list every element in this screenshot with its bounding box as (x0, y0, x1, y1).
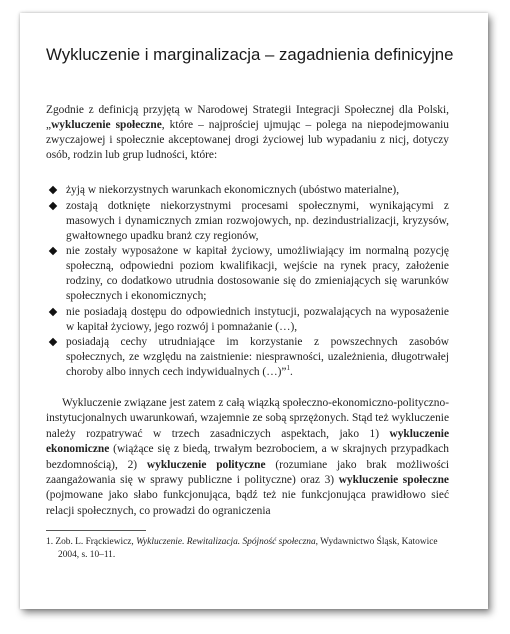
list-item-text: posiadają cechy utrudniające im korzystanie z powszechnych zasobów społecznych, ze względu na zaistnienie: niesprawności, uzależnienia, długotrwałej choroby albo innych cech indywidualnych (…)” (66, 336, 449, 378)
diamond-bullet-icon (49, 201, 57, 209)
intro-text-start: Zgodnie z definicją przyjętą w Narodowej Strategii Integracji Społecznej dla Polski, „ (46, 104, 449, 131)
footnote-book-title: Wykluczenie. Rewitalizacja. Spójność społeczna (136, 537, 316, 548)
footnote-reference[interactable]: 1 (286, 364, 290, 373)
section-heading: Wykluczenie i marginalizacja – zagadnienia definicyjne (46, 45, 454, 64)
list-item-text: nie zostały wyposażone w kapitał życiowy, umożliwiający im normalną pozycję społeczną, odpowiedni poziom kwalifikacji, wejście na rynek pracy, założenie rodziny, co dodatkowo utrudnia dostosowanie się do zmieniających się warunków społecznych i ekonomicznych; (66, 245, 449, 302)
footnote-divider (46, 530, 146, 531)
intro-term: wykluczenie społeczne (51, 119, 162, 131)
list-item-text: zostają dotknięte niekorzystnymi procesami społecznymi, wynikającymi z masowych i dynamicznych zmian rozwojowych, np. dezindustrializacji, kryzysów, gwałtownego upadku branż czy regionów, (66, 199, 449, 242)
list-item-text: żyją w niekorzystnych warunkach ekonomicznych (ubóstwo materialne), (66, 184, 400, 196)
diamond-bullet-icon (49, 247, 57, 255)
footnote-prefix: 1. Zob. L. Frąckiewicz, (46, 537, 137, 548)
list-item (46, 244, 449, 304)
body-text-1: Wykluczenie związane jest zatem z całą wiązką społeczno-ekonomiczno-polityczno-instytucjonalnych uwarunkowań, wzajemnie ze sobą sprzężonych. Stąd też wykluczenie należy rozpatrywać w trzech zasadniczych aspektach, jako 1) (46, 397, 449, 440)
body-text-3: (rozumiane jako brak możliwości zaangażowania się w sprawy publiczne i polityczne) oraz 3) (46, 458, 449, 487)
list-item (46, 183, 449, 198)
footnote (46, 536, 449, 562)
book-page (20, 13, 488, 609)
list-item (46, 335, 449, 380)
body-text-2: (wiążące się z biedą, trwałym bezrobociem, a w skrajnych przypadkach bezdomnością), 2) (46, 443, 449, 471)
diamond-bullet-icon (49, 338, 57, 346)
page-content (46, 45, 454, 562)
intro-text-end: , które – najprościej ujmując – polega na niepodejmowaniu zwyczajowej i społecznie akceptowanej drogi życiowej lub wypadaniu z nicj, dotyczy osób, rodzin lub grup ludności, które: (46, 119, 449, 161)
intro-paragraph (46, 103, 449, 163)
criteria-list (46, 183, 449, 380)
list-item (46, 305, 449, 335)
term-economic-exclusion: wykluczenie ekonomiczne (46, 427, 449, 456)
list-item (46, 199, 449, 244)
diamond-bullet-icon (49, 307, 57, 315)
term-political-exclusion: wykluczenie polityczne (146, 458, 266, 471)
diamond-bullet-icon (49, 186, 57, 194)
body-paragraph (46, 396, 449, 519)
footnote-suffix: , Wydawnictwo Śląsk, Katowice 2004, s. 10–11. (58, 537, 438, 561)
body-text-4: (pojmowane jako słabo funkcjonująca, bądź też nie funkcjonująca prawidłowo sieć relacji społecznych, co prowadzi do ograniczenia (46, 489, 449, 517)
list-item-end: . (289, 366, 293, 378)
list-item-text: nie posiadają dostępu do odpowiednich instytucji, pozwalających na wyposażenie w kapitał życiowy, jego rozwój i pomnażanie (…), (66, 305, 449, 333)
term-social-exclusion: wykluczenie społeczne (338, 474, 449, 487)
